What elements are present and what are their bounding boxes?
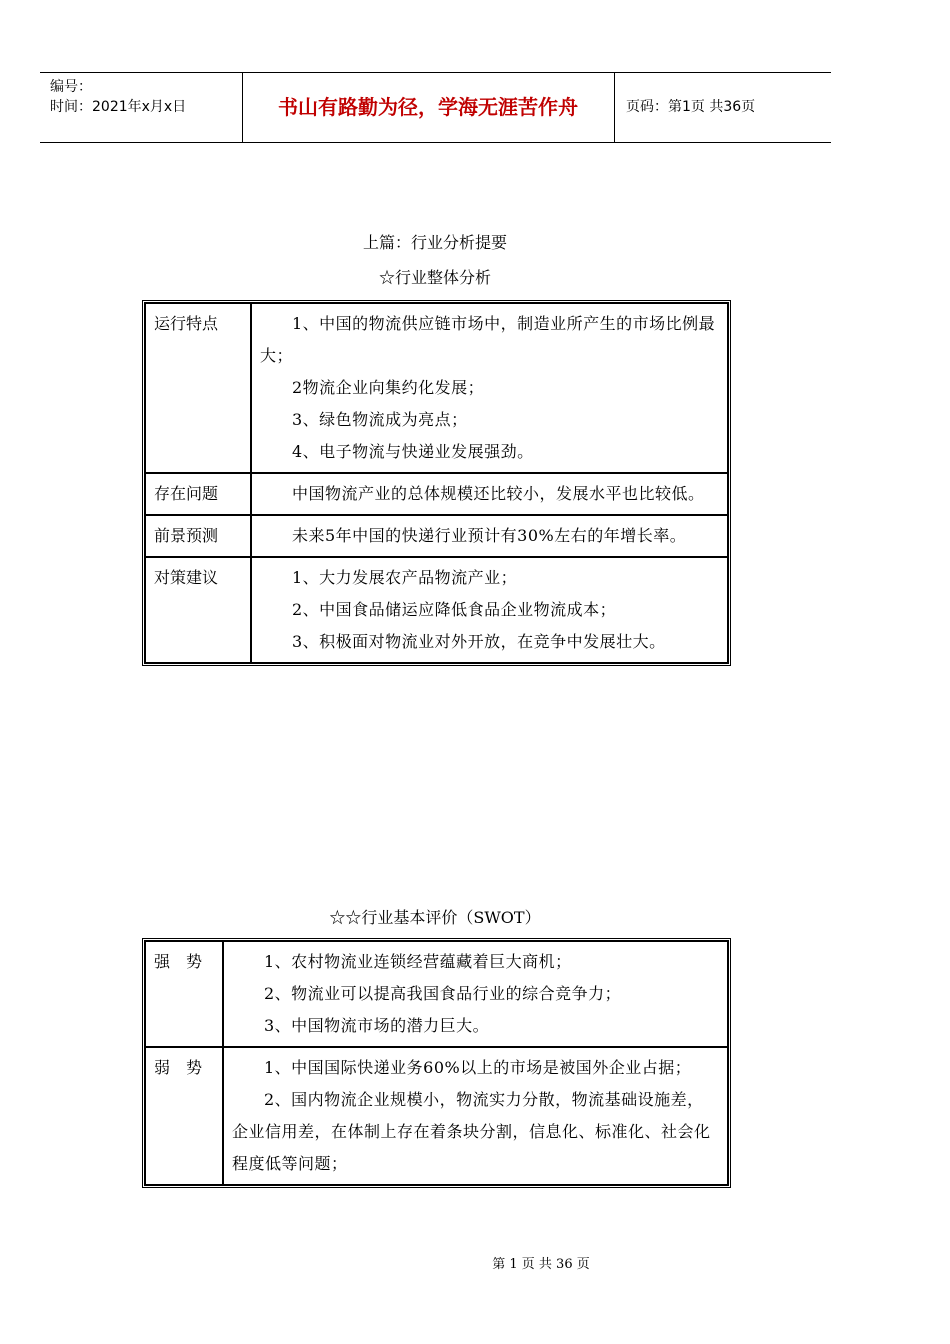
row-label: 运行特点: [145, 303, 251, 473]
header-page-info: 页码：第1页 共36页: [626, 99, 756, 115]
swot-table: [142, 938, 731, 1188]
content-line: 中国物流产业的总体规模还比较小，发展水平也比较低。: [292, 484, 705, 503]
row-content: [251, 515, 728, 557]
table-row: [145, 1047, 728, 1185]
content-line: 1、农村物流业连锁经营蕴藏着巨大商机；: [264, 952, 572, 971]
content-line: 3、积极面对物流业对外开放，在竞争中发展壮大。: [292, 632, 666, 651]
row-content: [251, 557, 728, 663]
section-title-overall: ☆行业整体分析: [378, 268, 491, 287]
row-content: [251, 303, 728, 473]
table-row: [145, 515, 728, 557]
row-content: [223, 941, 728, 1047]
content-line: 4、电子物流与快递业发展强劲。: [292, 442, 534, 461]
content-line: 1、中国国际快递业务60%以上的市场是被国外企业占据；: [264, 1058, 692, 1077]
row-label: 前景预测: [145, 515, 251, 557]
content-line: 2、物流业可以提高我国食品行业的综合竞争力；: [264, 984, 622, 1003]
table-row: [145, 303, 728, 473]
document-time: 时间：2021年x月x日: [50, 99, 187, 115]
content-line: 3、绿色物流成为亮点；: [292, 410, 468, 429]
row-label: 弱 势: [145, 1047, 223, 1185]
row-label: 对策建议: [145, 557, 251, 663]
row-content: [223, 1047, 728, 1185]
content-line: 3、中国物流市场的潜力巨大。: [264, 1016, 490, 1035]
header-meta: [50, 77, 186, 117]
content-line: 未来5年中国的快递行业预计有30%左右的年增长率。: [292, 526, 687, 545]
header-motto: 书山有路勤为径，学海无涯苦作舟: [278, 95, 578, 119]
page-footer: 第 1 页 共 36 页: [492, 1257, 590, 1272]
section-title-swot: ☆☆行业基本评价（SWOT）: [329, 908, 541, 927]
overall-analysis-table: [142, 300, 731, 666]
document-number: 编号：: [50, 79, 92, 95]
row-label: 强 势: [145, 941, 223, 1047]
page-header: [40, 72, 831, 143]
content-line: 2、中国食品储运应降低食品企业物流成本；: [292, 600, 617, 619]
content-line: 1、中国的物流供应链市场中，制造业所产生的市场比例最大；: [260, 314, 716, 365]
table-row: [145, 941, 728, 1047]
row-label: 存在问题: [145, 473, 251, 515]
table-row: [145, 473, 728, 515]
row-content: [251, 473, 728, 515]
content-line: 2物流企业向集约化发展；: [292, 378, 485, 397]
content-line: 1、大力发展农产品物流产业；: [292, 568, 518, 587]
part-title: 上篇：行业分析提要: [362, 233, 507, 252]
table-row: [145, 557, 728, 663]
header-divider: [614, 73, 615, 142]
content-line: 2、国内物流企业规模小，物流实力分散，物流基础设施差，企业信用差，在体制上存在着条块分割，信息化、标准化、社会化程度低等问题；: [232, 1090, 711, 1173]
